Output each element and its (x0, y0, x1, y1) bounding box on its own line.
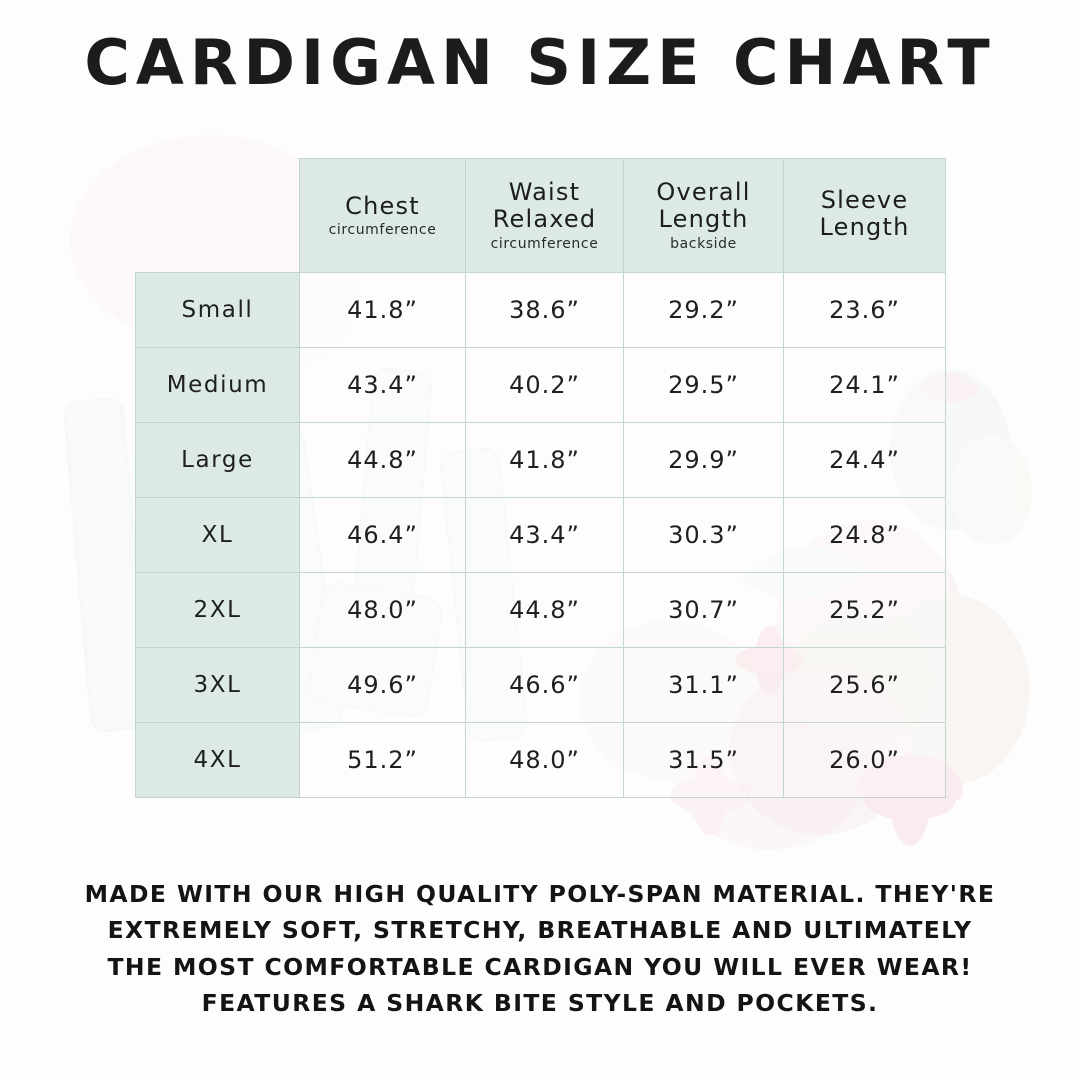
cell-xl-sleeve: 24.8” (784, 498, 946, 573)
row-label-2xl: 2XL (136, 573, 300, 648)
table-row (136, 498, 946, 573)
column-header-length (624, 159, 784, 273)
row-label-3xl: 3XL (136, 648, 300, 723)
column-header-waist (466, 159, 624, 273)
cell-large-length: 29.9” (624, 423, 784, 498)
table-row (136, 273, 946, 348)
cell-3xl-chest: 49.6” (300, 648, 466, 723)
footer-line-4: FEATURES A SHARK BITE STYLE AND POCKETS. (201, 989, 879, 1018)
table-corner-cell (136, 159, 300, 273)
cell-small-chest: 41.8” (300, 273, 466, 348)
cell-3xl-waist: 46.6” (466, 648, 624, 723)
column-header-sleeve (784, 159, 946, 273)
cell-medium-sleeve: 24.1” (784, 348, 946, 423)
column-header-chest-label: Chest (345, 191, 420, 220)
row-label-small: Small (136, 273, 300, 348)
size-chart-table (135, 158, 946, 798)
cell-xl-waist: 43.4” (466, 498, 624, 573)
cell-2xl-chest: 48.0” (300, 573, 466, 648)
cell-large-chest: 44.8” (300, 423, 466, 498)
column-header-chest-sublabel: circumference (328, 222, 437, 239)
cell-2xl-sleeve: 25.2” (784, 573, 946, 648)
footer-line-1: MADE WITH OUR HIGH QUALITY POLY-SPAN MATERIAL. THEY'RE (84, 880, 996, 908)
column-header-length-sublabel: backside (670, 235, 737, 252)
table-row (136, 348, 946, 423)
column-header-chest (300, 159, 466, 273)
footer-description (40, 876, 1040, 1022)
cell-4xl-sleeve: 26.0” (784, 723, 946, 798)
cell-xl-chest: 46.4” (300, 498, 466, 573)
cell-small-waist: 38.6” (466, 273, 624, 348)
cell-2xl-length: 30.7” (624, 573, 784, 648)
cell-4xl-length: 31.5” (624, 723, 784, 798)
cell-small-length: 29.2” (624, 273, 784, 348)
cell-4xl-waist: 48.0” (466, 723, 624, 798)
cell-medium-length: 29.5” (624, 348, 784, 423)
row-label-medium: Medium (136, 348, 300, 423)
column-header-waist-label: Waist Relaxed (492, 178, 597, 233)
footer-line-2: EXTREMELY SOFT, STRETCHY, BREATHABLE AND ULTIMATELY (107, 916, 973, 945)
cell-large-sleeve: 24.4” (784, 423, 946, 498)
row-label-xl: XL (136, 498, 300, 573)
cell-3xl-sleeve: 25.6” (784, 648, 946, 723)
cell-2xl-waist: 44.8” (466, 573, 624, 648)
cell-xl-length: 30.3” (624, 498, 784, 573)
column-header-waist-sublabel: circumference (490, 235, 599, 252)
cell-3xl-length: 31.1” (624, 648, 784, 723)
row-label-large: Large (136, 423, 300, 498)
page-title: CARDIGAN SIZE CHART (84, 26, 996, 99)
footer-line-3: THE MOST COMFORTABLE CARDIGAN YOU WILL EVER WEAR! (107, 952, 973, 981)
table-header-row (136, 159, 946, 273)
column-header-length-label: Overall Length (656, 178, 751, 233)
size-chart-table-wrapper (135, 158, 945, 798)
cell-medium-chest: 43.4” (300, 348, 466, 423)
table-row (136, 723, 946, 798)
cell-small-sleeve: 23.6” (784, 273, 946, 348)
cell-large-waist: 41.8” (466, 423, 624, 498)
cell-medium-waist: 40.2” (466, 348, 624, 423)
table-row (136, 423, 946, 498)
row-label-4xl: 4XL (136, 723, 300, 798)
cell-4xl-chest: 51.2” (300, 723, 466, 798)
table-row (136, 573, 946, 648)
table-row (136, 648, 946, 723)
column-header-sleeve-label: Sleeve Length (819, 186, 910, 241)
